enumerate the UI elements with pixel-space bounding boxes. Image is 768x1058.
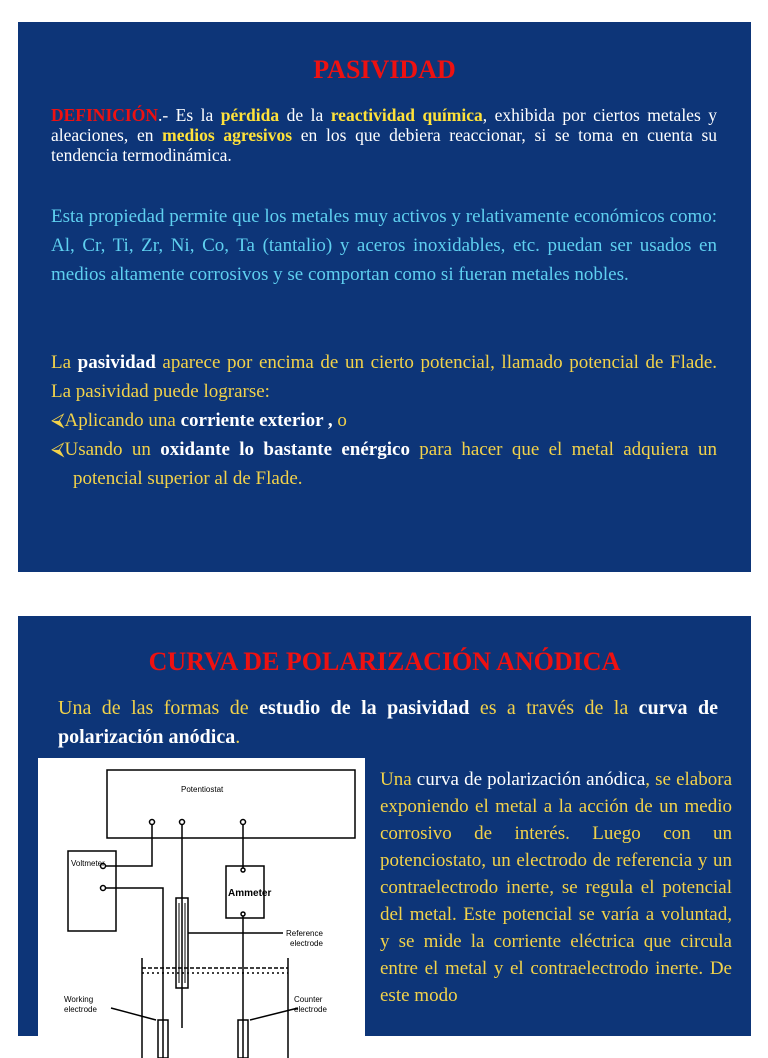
- counter-label: Counter: [294, 995, 323, 1004]
- passivity-paragraph: [51, 348, 717, 493]
- voltmeter-label: Voltmeter: [71, 859, 105, 868]
- property-paragraph: Esta propiedad permite que los metales muy activos y relativamente económicos como: Al, Cr, Ti, Zr, Ni, Co, Ta (tantalio) y aceros inoxidables, etc. puedan ser usados en medios altamente corrosivos y se comportan como si fueran metales nobles.: [51, 206, 717, 285]
- potentiostat-diagram: [38, 758, 365, 1058]
- bold-run: corriente exterior ,: [180, 410, 333, 431]
- bold-run: estudio de la pasividad: [259, 697, 470, 719]
- text-run: , exhibida por ciertos metales y aleaciones, en: [51, 105, 717, 145]
- bold-run: curva de polarización anódica: [58, 697, 718, 748]
- text-run: en los que debiera reaccionar, si se toma en cuenta su tendencia termodinámica.: [51, 125, 717, 165]
- text-run: de la: [279, 105, 331, 125]
- text-run: , se elabora exponiendo el metal a la acción de un medio corrosivo de interés. Luego con un potenciostato, un electrodo de referencia y un contraelectrodo inerte, se regula el potencial del metal. Este potencial se varía a voluntad, y se mide la corriente eléctrica que circula entre el metal y el contraelectrodo inerte. De este modo: [380, 769, 732, 1006]
- reference-label: Reference: [286, 929, 323, 938]
- working-label: Working: [64, 995, 94, 1004]
- intro-paragraph: [58, 694, 718, 752]
- bold-run: oxidante lo bastante enérgico: [160, 439, 410, 460]
- text-run: Usando un: [64, 439, 161, 460]
- bold-run: pasividad: [77, 352, 156, 373]
- potentiostat-box: [107, 770, 355, 838]
- bold-run: pérdida: [220, 105, 280, 125]
- text-run: La: [51, 352, 78, 373]
- bullet-item: [51, 406, 717, 435]
- ammeter-label: Ammeter: [228, 888, 272, 899]
- text-run: aparece por encima de un cierto potencial, llamado potencial de Flade. La pasividad puede lograrse:: [51, 352, 717, 402]
- text-run: para hacer que el metal adquiera un potencial superior al de Flade.: [73, 439, 717, 489]
- text-run: Aplicando una: [64, 410, 181, 431]
- reference-label-2: electrode: [290, 939, 323, 948]
- definition-paragraph: [51, 105, 717, 165]
- potentiostat-diagram-svg: [38, 758, 365, 1058]
- curve-description: [380, 766, 732, 1009]
- slide-title: PASIVIDAD: [313, 55, 456, 84]
- slide-curva-polarizacion: [18, 616, 751, 1036]
- bold-run: reactividad química: [330, 105, 483, 125]
- counter-label-2: electrode: [294, 1005, 327, 1014]
- text-run: .- Es la: [157, 105, 221, 125]
- text-run: o: [332, 410, 347, 431]
- bold-run: medios agresivos: [162, 125, 293, 145]
- bullet-item: [51, 435, 717, 493]
- arrow-bullet-icon: ⮘: [51, 410, 65, 431]
- white-run: curva de polarización anódica: [416, 769, 646, 790]
- slide-pasividad: [18, 22, 751, 572]
- slide-title: CURVA DE POLARIZACIÓN ANÓDICA: [148, 647, 621, 676]
- text-run: .: [235, 726, 241, 748]
- working-label-2: electrode: [64, 1005, 97, 1014]
- text-run: Una de las formas de: [58, 697, 260, 719]
- text-run: es a través de la: [469, 697, 639, 719]
- text-run: Una: [380, 769, 417, 790]
- potentiostat-label: Potentiostat: [181, 785, 224, 794]
- definition-label: DEFINICIÓN: [51, 105, 158, 125]
- arrow-bullet-icon: ⮘: [51, 439, 65, 460]
